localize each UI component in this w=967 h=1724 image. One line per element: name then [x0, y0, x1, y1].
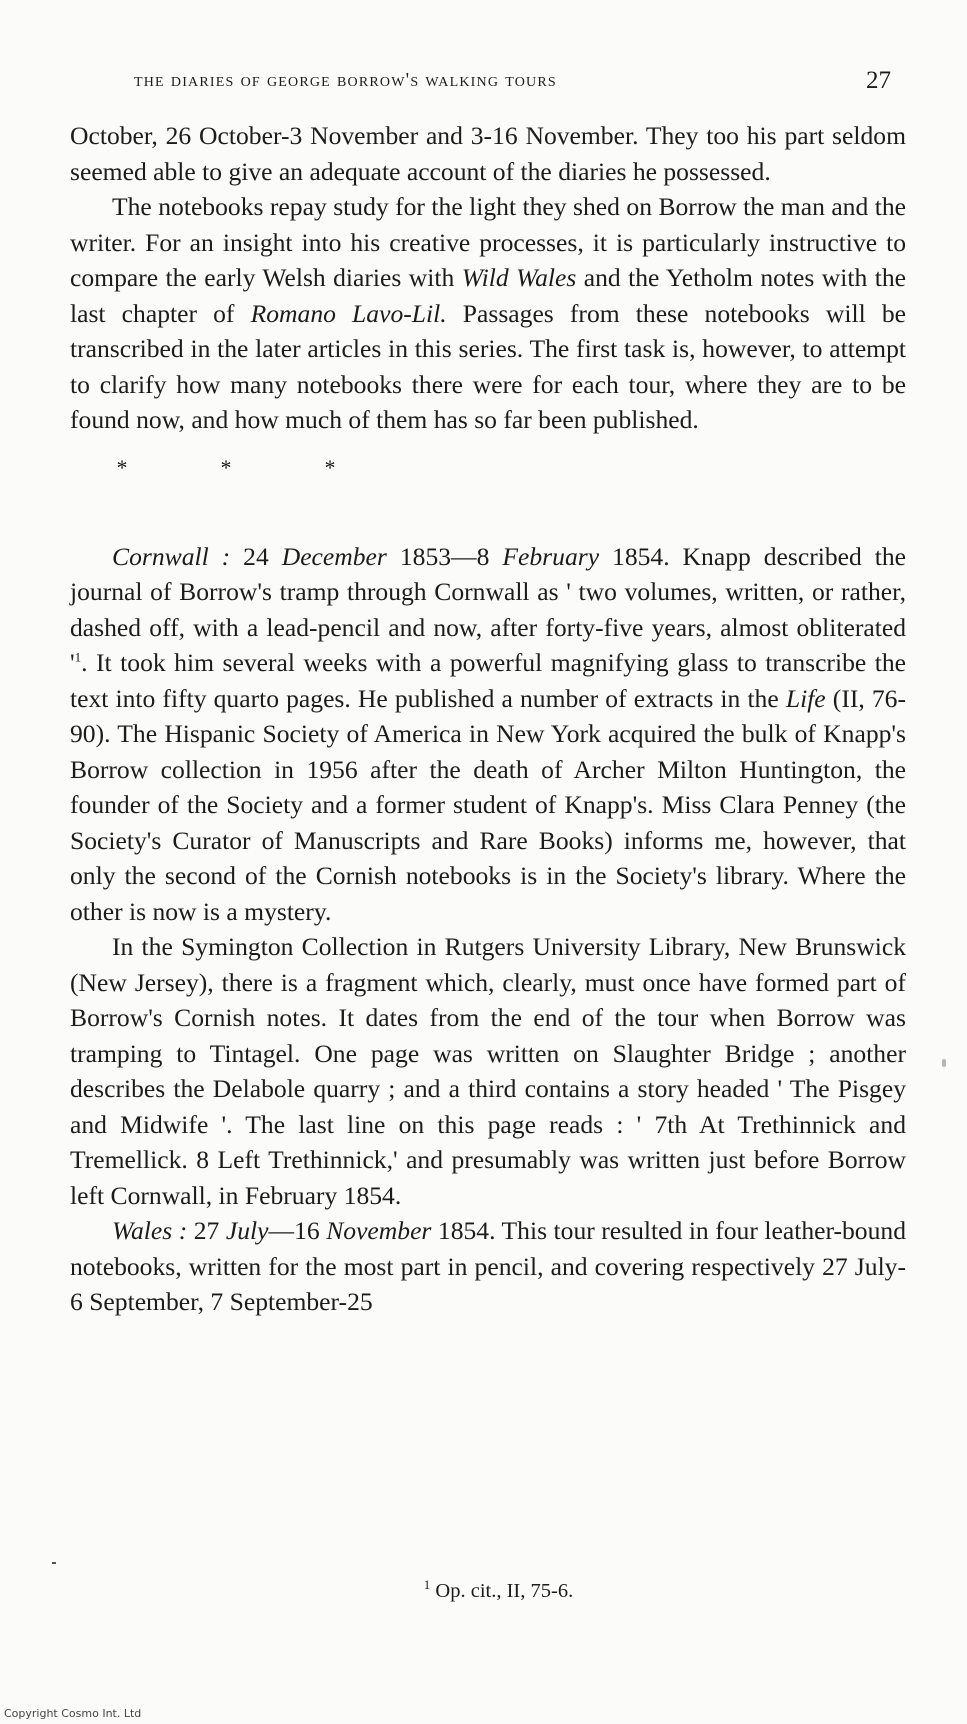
month-july: July: [225, 1216, 269, 1245]
copyright-notice: Copyright Cosmo Int. Ltd: [4, 1707, 142, 1720]
paragraph-5-text-a: 27: [187, 1216, 226, 1245]
body-text: [70, 118, 906, 1320]
month-december: December: [281, 541, 387, 571]
paragraph-5-text-b: —16: [268, 1216, 327, 1245]
footnote-reference: 1: [74, 649, 82, 665]
asterisk: *: [324, 454, 336, 480]
paragraph-3-text-a: 24: [230, 541, 282, 571]
paragraph-2-text-a: The notebooks repay study for the light they shed on Borrow the man and the writer. For an insight into his creative processes, it is particularly instructive to compare the early Welsh diaries with: [70, 192, 906, 292]
paragraph-cornwall: [70, 539, 906, 930]
month-november: November: [326, 1216, 432, 1245]
title-life: Life: [785, 683, 826, 713]
paragraph-2-text-c: Passages from these notebooks will be transcribed in the later articles in this series. The first task is, however, to attempt to clarify how many notebooks there were for each tour, where they are to be found now, and how much of them has so far been published.: [70, 298, 906, 434]
margin-mark: [52, 1562, 56, 1564]
footnote-text: Op. cit., II, 75-6.: [430, 1580, 574, 1602]
running-title: the diaries of george borrow's walking tours: [134, 70, 557, 91]
title-wild-wales: Wild Wales: [461, 263, 577, 292]
paragraph-1-text: October, 26 October-3 November and 3-16 November. They too his part seldom seemed able to give an adequate account of the diaries he possessed.: [70, 121, 906, 186]
paragraph-symington: [70, 929, 906, 1213]
asterisk: *: [116, 454, 128, 480]
paragraph-3-text-d: . It took him several weeks with a powerful magnifying glass to transcribe the text into fifty quarto pages. He published a number of extracts in the: [70, 648, 906, 713]
paper-smudge: [942, 1059, 946, 1067]
paragraph-1: [70, 118, 906, 189]
page-number: 27: [866, 67, 891, 94]
paragraph-3-text-e: (II, 76-90). The Hispanic Society of America in New York acquired the bulk of Knapp's Borrow collection in 1956 after the death of Archer Milton Huntington, the founder of the Society and a former student of Knapp's. Miss Clara Penney (the Society's Curator of Manuscripts and Rare Books) informs me, however, that only the second of the Cornish notebooks is in the Society's library. Where the other is now is a mystery.: [70, 683, 906, 926]
paragraph-2: [70, 189, 906, 438]
title-romano-lavo-lil: Romano Lavo-Lil.: [250, 298, 447, 328]
section-separator: [70, 450, 906, 495]
heading-cornwall: Cornwall :: [112, 541, 231, 571]
paragraph-5-text-c: 1854. This tour resulted in four leather-bound notebooks, written for the most part in pencil, and covering respectively 27 July-6 September, 7 September-25: [70, 1216, 906, 1316]
running-head: [0, 67, 967, 100]
paragraph-3-text-c: 1854. Knapp described the journal of Borrow's tramp through Cornwall as ' two volumes, written, or rather, dashed off, with a lead-pencil and now, after forty-five years, almost obliterated ': [70, 541, 907, 677]
heading-wales: Wales :: [112, 1216, 188, 1245]
paragraph-3-text-b: 1853—8: [386, 541, 503, 571]
asterisk: *: [220, 454, 232, 480]
paragraph-wales: [70, 1213, 906, 1320]
footnote-mark: 1: [423, 1577, 431, 1593]
footnote: [0, 1577, 967, 1603]
paragraph-2-text-b: and the Yetholm notes with the last chapter of: [70, 263, 906, 328]
month-february: February: [502, 541, 600, 571]
paragraph-4-text: In the Symington Collection in Rutgers University Library, New Brunswick (New Jersey), there is a fragment which, clearly, must once have formed part of Borrow's Cornish notes. It dates from the end of the tour when Borrow was tramping to Tintagel. One page was written on Slaughter Bridge ; another describes the Delabole quarry ; and a third contains a story headed ' The Pisgey and Midwife '. The last line on this page reads : ' 7th At Trethinnick and Tremellick. 8 Left Trethinnick,' and presumably was written just before Borrow left Cornwall, in February 1854.: [70, 932, 906, 1210]
